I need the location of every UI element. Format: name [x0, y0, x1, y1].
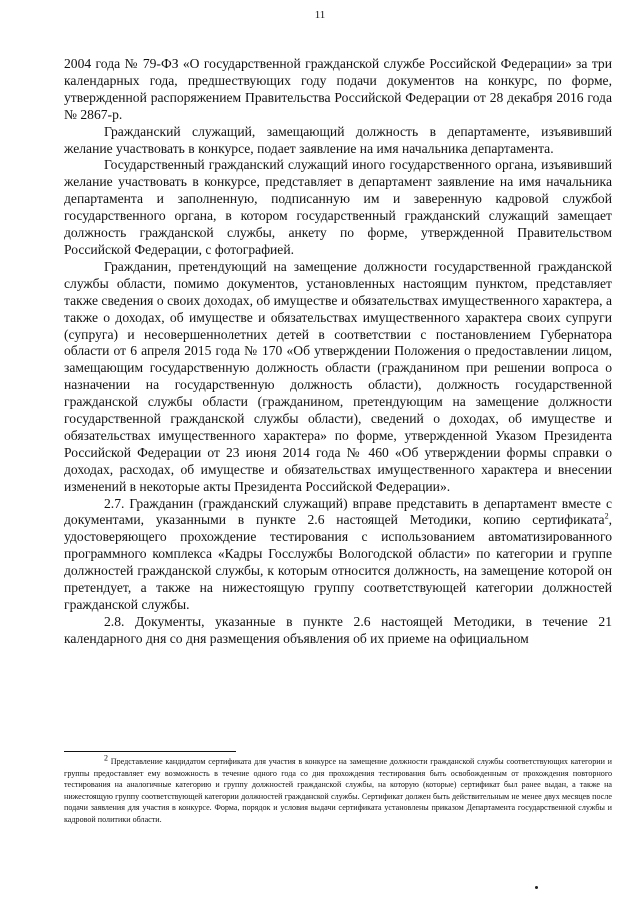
footnote-text: Представление кандидатом сертификата для участия в конкурсе на замещение должности гражданской службы соответствующих категории и группы предоставляет ему возможность в течение одного года со дня прохождения тестирования быть освобожденным от прохождения повторного тестирования на аналогичные категорию и группу должностей гражданской службы, на которую (которые) сертификат был ранее выдан, а также на нижестоящую группу соответствующей категории должностей гражданской службы. Сертификат должен быть действительным не менее двух месяцев после подачи заявления для участия в конкурсе. Форма, порядок и условия выдачи сертификата установлены приказом Департамента государственной службы и кадровой политики области. — [64, 757, 612, 824]
scan-speck — [535, 886, 538, 889]
item-2-7-text-end: , удостоверяющего прохождение тестирования с использованием автоматизированного программного комплекса «Кадры Госслужбы Вологодской области» по категории и группе должностей гражданской службы, к которым относится должность, на замещение которой он претендует, а также на нижестоящую группу соответствующей категории должностей гражданской службы. — [64, 512, 612, 612]
paragraph-income-declaration: Гражданин, претендующий на замещение должности государственной гражданской службы области, помимо документов, установленных настоящим пунктом, представляет также сведения о своих доходах, об имуществе и обязательствах имущественного характера, а также о доходах, об имуществе и обязательствах имущественного характера своих супруги (супруга) и несовершеннолетних детей в соответствии с постановлением Губернатора области от 6 апреля 2015 года № 170 «Об утверждении Положения о предоставлении лицом, замещающим государственную должность области (гражданином при решении вопроса о назначении на государственную должность области), должность государственной гражданской службы области (гражданином, претендующим на замещение должности государственной гражданской службы области), сведений о доходах, об имуществе и обязательствах имущественного характера» по форме, утвержденной Указом Президента Российской Федерации от 23 июня 2014 года № 460 «Об утверждении формы справки о доходах, расходах, об имуществе и обязательствах имущественного характера и внесении изменений в некоторые акты Президента Российской Федерации». — [64, 258, 612, 494]
paragraph-other-agency-servant: Государственный гражданский служащий иного государственного органа, изъявивший желание участвовать в конкурсе, представляет в департамент заявление на имя начальника департамента и заполненную, подписанную им и заверенную кадровой службой государственного органа, в котором государственный гражданский служащий замещает должность гражданской службы, анкету по форме, утвержденной Правительством Российской Федерации, с фотографией. — [64, 157, 612, 257]
footnote-reference: 2 — [604, 511, 609, 521]
paragraph-civil-servant: Гражданский служащий, замещающий должность в департаменте, изъявивший желание участвовать в конкурсе, подает заявление на имя начальника департамента. — [64, 123, 612, 156]
item-2-7-text-start: 2.7. Гражданин (гражданский служащий) вправе представить в департамент вместе с документами, указанными в пункте 2.6 настоящей Методики, копию сертификата — [64, 495, 612, 528]
paragraph-item-2-8: 2.8. Документы, указанные в пункте 2.6 настоящей Методики, в течение 21 календарного дня со дня размещения объявления об их приеме на официальном — [64, 613, 612, 646]
footnote-mark: 2 — [104, 753, 108, 763]
paragraph-item-2-7 — [64, 496, 612, 614]
footnote-divider — [64, 751, 236, 752]
paragraph-continuation: 2004 года № 79-ФЗ «О государственной гражданской службе Российской Федерации» за три календарных года, предшествующих году подачи документов на конкурс, по форме, утвержденной распоряжением Правительства Российской Федерации от 28 декабря 2016 года № 2867-р. — [64, 56, 612, 122]
footnote — [64, 753, 612, 825]
body-text — [64, 56, 612, 648]
page-number: 11 — [314, 9, 326, 21]
